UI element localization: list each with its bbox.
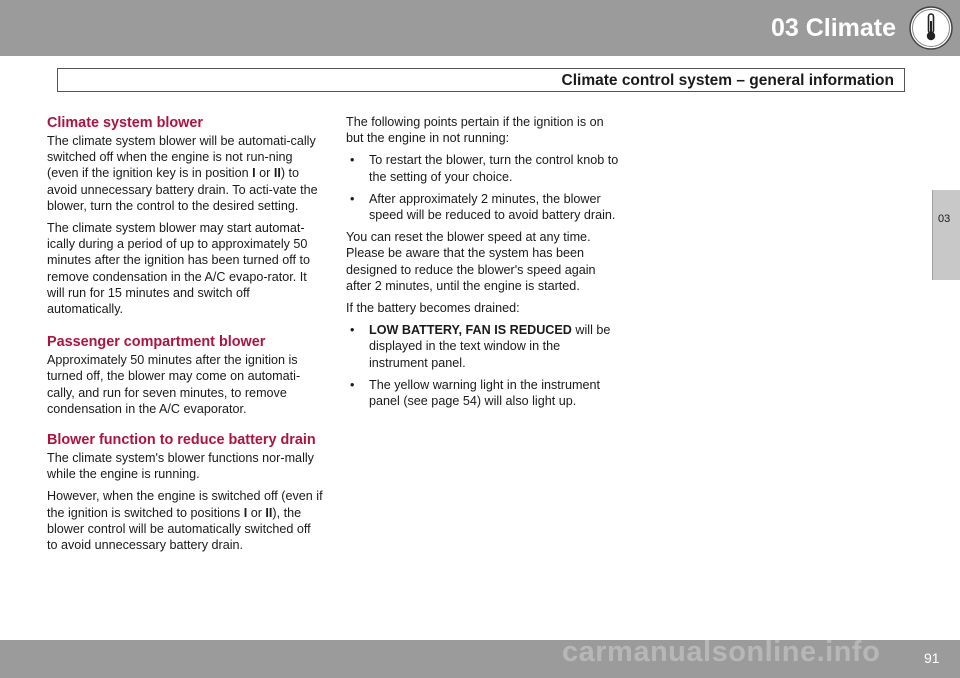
paragraph: Approximately 50 minutes after the ignition is turned off, the blower may come on automati-cally, and run for seven minutes, to remove condensation in the A/C evaporator. (47, 353, 301, 416)
bullet-icon: • (350, 191, 355, 206)
heading-passenger-compartment-blower: Passenger compartment blower (47, 334, 266, 351)
chapter-title: 03 Climate (770, 14, 896, 42)
left-column (47, 114, 323, 559)
paragraph: The climate system blower may start automat-ically during a period of up to approximately 50 minutes after the ignition has been turned off to remove condensation in the A/C evapo-rator. It will run for 15 minutes and switch off automatically. (47, 221, 311, 317)
list-item: • After approximately 2 minutes, the blower speed will be reduced to avoid battery drain. (350, 191, 616, 223)
ignition-position-ii: II (265, 505, 273, 520)
bullet-icon: • (350, 153, 355, 168)
paragraph: You can reset the blower speed at any time. Please be aware that the system has been designed to reduce the blower's speed again after 2 minutes, until the engine is started. (346, 230, 596, 293)
list-item: • The yellow warning light in the instrument panel (see page 54) will also light up. (350, 377, 600, 409)
paragraph: The climate system's blower functions nor-mally while the engine is running. (47, 451, 314, 482)
thermometer-icon (906, 3, 956, 53)
bullet-list (346, 322, 622, 409)
bullet-icon: • (350, 323, 355, 338)
heading-climate-system-blower: Climate system blower (47, 115, 203, 131)
list-item: • LOW BATTERY, FAN IS REDUCED will be displayed in the text window in the instrument panel. (350, 323, 611, 370)
list-item: • To restart the blower, turn the control knob to the setting of your choice. (350, 153, 619, 184)
chapter-tab-label: 03 (938, 213, 951, 225)
watermark: carmanualsonline.info (562, 636, 881, 668)
right-column (346, 114, 622, 415)
paragraph: However, when the engine is switched off (even if the ignition is switched to positions I or II), the blower control will be automatically switched off to avoid unnecessary battery drain. (47, 489, 323, 553)
paragraph: The following points pertain if the ignition is on but the engine in not running: (346, 115, 604, 146)
bullet-list (346, 152, 622, 223)
ignition-position-i: I (243, 505, 248, 520)
paragraph: The climate system blower will be automati-cally switched off when the engine is not run-ning (even if the ignition key is in position I or II) to avoid unnecessary battery drain. To acti-vate the blower, turn the control to the desired setting. (47, 134, 318, 213)
heading-blower-function-battery-drain: Blower function to reduce battery drain (47, 432, 316, 449)
ignition-position-i: I (252, 166, 256, 181)
page-number: 91 (924, 650, 940, 666)
section-subtitle: Climate control system – general information (561, 72, 894, 89)
section-title-box (57, 68, 905, 92)
chapter-tab (932, 190, 960, 280)
ignition-position-ii: II (273, 166, 281, 181)
display-message: LOW BATTERY, FAN IS REDUCED (369, 323, 572, 338)
bullet-icon: • (350, 377, 355, 392)
paragraph: If the battery becomes drained: (346, 301, 520, 316)
